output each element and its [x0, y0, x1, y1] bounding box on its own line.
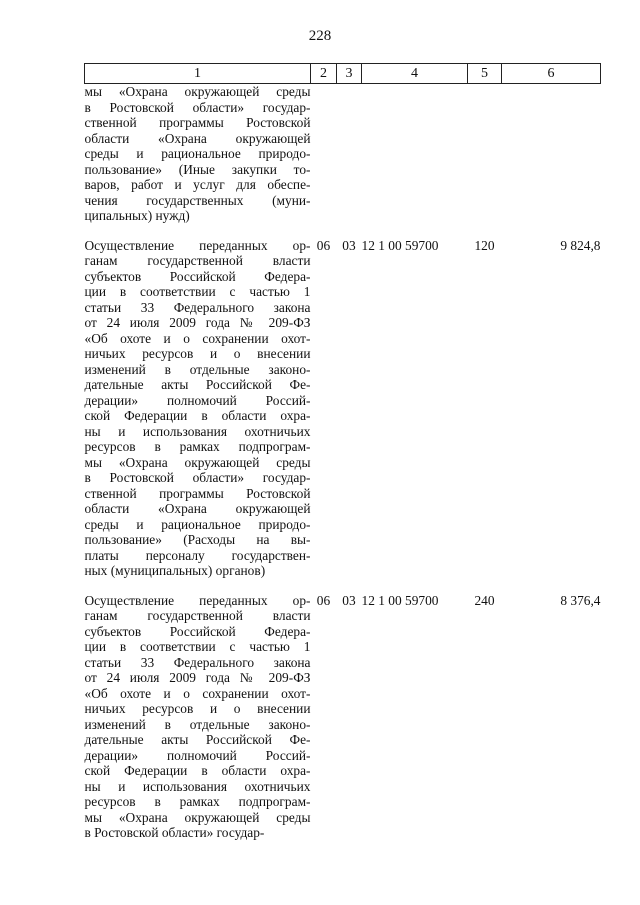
spacer-cell [311, 579, 337, 593]
header-col-1: 1 [85, 64, 311, 84]
spacer-cell [468, 224, 502, 238]
row-description [85, 238, 311, 579]
spacer-cell [337, 224, 362, 238]
header-col-2: 2 [311, 64, 337, 84]
description-line: субъектов Российской Федера- [84, 623, 311, 639]
description-line: ской Федерации в области охра- [84, 408, 311, 423]
row-spacer [85, 579, 601, 593]
spacer-cell [311, 224, 337, 238]
table-header [85, 64, 601, 84]
page-number: 228 [308, 28, 332, 44]
description-line: ственной программы Ростовской [84, 485, 311, 501]
description-line: ресурсов в рамках подпрограм- [84, 439, 311, 454]
description-line: мы «Охрана окружающей среды [84, 84, 311, 99]
description-line: дательные акты Российской Фе- [84, 732, 311, 747]
description-line: чения государственных (муни- [84, 192, 311, 208]
spacer-cell [85, 224, 311, 238]
description-line: субъектов Российской Федера- [84, 268, 311, 284]
description-line: дательные акты Российской Фе- [84, 377, 311, 392]
description-line: дерации» полномочий Россий- [84, 392, 311, 408]
row-target-article [362, 84, 468, 224]
description-line: ганам государственной власти [84, 253, 311, 268]
description-line: Осуществление переданных ор- [84, 592, 311, 608]
spacer-cell [502, 224, 601, 238]
description-line: области «Охрана окружающей [84, 130, 311, 146]
row-spacer [85, 224, 601, 238]
description-line: ничьих ресурсов и о внесении [84, 701, 311, 716]
description-line: мы «Охрана окружающей среды [84, 809, 311, 825]
description-line: статьи 33 Федерального закона [84, 654, 311, 670]
row-amount [502, 84, 601, 224]
description-line: пользование» (Расходы на вы- [84, 532, 311, 547]
description-line: мы «Охрана окружающей среды [84, 454, 311, 470]
description-line: ции в соответствии с частью 1 [84, 639, 311, 654]
budget-table [84, 63, 601, 841]
header-row [85, 64, 601, 84]
description-line: изменений в отдельные законо- [84, 716, 311, 732]
description-line: ганам государственной власти [84, 608, 311, 623]
description-line: ничьих ресурсов и о внесении [84, 346, 311, 361]
spacer-cell [468, 579, 502, 593]
row-section: 06 [316, 237, 331, 253]
description-line: изменений в отдельные законо- [84, 361, 311, 377]
table-row [85, 238, 601, 579]
header-col-5: 5 [468, 64, 502, 84]
description-line: от 24 июля 2009 года № 209-ФЗ [84, 670, 311, 685]
row-description [85, 84, 311, 224]
description-line: ны и использования охотничьих [84, 778, 311, 794]
description-line: ственной программы Ростовской [84, 115, 311, 130]
table-row [85, 593, 601, 841]
row-amount: 8 376,4 [560, 592, 601, 608]
row-subsection: 03 [342, 592, 356, 608]
row-amount: 9 824,8 [560, 237, 601, 253]
spacer-cell [85, 579, 311, 593]
description-line: ской Федерации в области охра- [84, 763, 311, 778]
description-line: ресурсов в рамках подпрограм- [84, 794, 311, 809]
description-line: в Ростовской области» государ- [84, 470, 311, 485]
row-section: 06 [316, 592, 331, 608]
spacer-cell [502, 579, 601, 593]
description-line: в Ростовской области» государ- [84, 99, 311, 115]
description-line: Осуществление переданных ор- [84, 237, 311, 253]
row-description [85, 593, 311, 841]
description-line: ных (муниципальных) органов) [84, 563, 266, 578]
description-line: от 24 июля 2009 года № 209-ФЗ [84, 315, 311, 330]
row-subsection: 03 [342, 237, 356, 253]
row-expense-type: 240 [474, 592, 495, 608]
description-line: среды и рациональное природо- [84, 146, 311, 161]
description-line: среды и рациональное природо- [84, 516, 311, 532]
description-line: пользование» (Иные закупки то- [84, 161, 311, 177]
description-line: области «Охрана окружающей [84, 501, 311, 516]
description-line: «Об охоте и о сохранении охот- [84, 330, 311, 346]
header-col-6: 6 [502, 64, 601, 84]
description-line: варов, работ и услуг для обеспе- [84, 177, 311, 192]
row-expense-type: 120 [474, 237, 495, 253]
description-line: дерации» полномочий Россий- [84, 747, 311, 763]
description-line: ципальных) нужд) [84, 208, 190, 223]
spacer-cell [337, 579, 362, 593]
description-line: ны и использования охотничьих [84, 423, 311, 439]
description-line: «Об охоте и о сохранении охот- [84, 685, 311, 701]
header-col-4: 4 [362, 64, 468, 84]
row-expense-type [468, 84, 502, 224]
row-subsection [337, 84, 362, 224]
description-line: ции в соответствии с частью 1 [84, 284, 311, 299]
table-row [85, 84, 601, 224]
header-col-3: 3 [337, 64, 362, 84]
spacer-cell [362, 224, 468, 238]
row-section [311, 84, 337, 224]
description-line: платы персоналу государствен- [84, 547, 311, 563]
description-line: статьи 33 Федерального закона [84, 299, 311, 315]
table-body [85, 84, 601, 841]
row-target-article: 12 1 00 59700 [361, 237, 439, 253]
row-target-article: 12 1 00 59700 [361, 592, 439, 608]
description-line: в Ростовской области» государ- [84, 825, 265, 840]
spacer-cell [362, 579, 468, 593]
